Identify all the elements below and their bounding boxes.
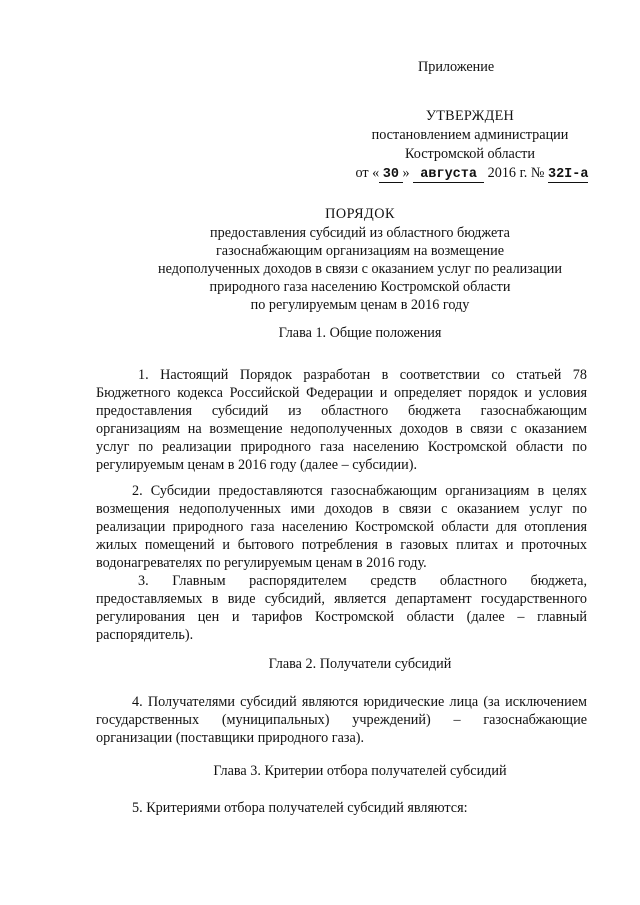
appendix-label: Приложение	[418, 59, 495, 75]
date-year: 2016 г. №	[487, 165, 545, 181]
paragraph-4: 4. Получателями субсидий являются юридические лица (за исключением государственных (муниципальных) учреждений) – газоснабжающие организации (поставщики природного газа).	[96, 694, 587, 746]
date-mid: »	[402, 165, 410, 181]
paragraph-3: 3. Главным распорядителем средств областного бюджета, предоставляемых в виде субсидий, является департамент государственного регулирования цен и тарифов Костромской области (далее – главный распорядитель).	[96, 573, 587, 643]
date-month-field	[413, 166, 484, 183]
title-line-4: природного газа населению Костромской области	[209, 279, 511, 295]
document-title-block	[100, 205, 620, 314]
title-line-2: газоснабжающим организациям на возмещение	[215, 243, 505, 259]
date-day: 30	[382, 167, 399, 182]
chapter-1-heading: Глава 1. Общие положения	[278, 325, 442, 341]
document-title: ПОРЯДОК	[325, 206, 395, 222]
approval-stamp-block	[330, 58, 610, 183]
approval-date-line	[332, 164, 612, 183]
title-line-3: недополученных доходов в связи с оказанием услуг по реализации	[158, 261, 562, 277]
date-number: 32I-а	[547, 167, 589, 182]
approval-line-1: постановлением администрации	[371, 127, 569, 143]
chapter-3-heading: Глава 3. Критерии отбора получателей субсидий	[213, 763, 507, 779]
title-line-5: по регулируемым ценам в 2016 году	[250, 297, 470, 313]
date-day-field	[379, 166, 402, 183]
approved-heading: УТВЕРЖДЕН	[425, 108, 515, 124]
approval-line-2: Костромской области	[405, 146, 535, 162]
paragraph-2: 2. Субсидии предоставляются газоснабжающим организациям в целях возмещения недополученных ими доходов в связи с оказанием услуг по реализации природного газа населению Костромской области для отопления жилых помещений и бытового потребления в газовых плитах и проточных водонагревателях по регулируемым ценам в 2016 году.	[96, 483, 587, 571]
paragraph-5: 5. Критериями отбора получателей субсидий являются:	[132, 800, 468, 816]
date-prefix: от «	[355, 165, 380, 181]
chapter-2-heading: Глава 2. Получатели субсидий	[268, 656, 452, 672]
title-line-1: предоставления субсидий из областного бюджета	[210, 225, 510, 241]
date-month: августа	[420, 167, 477, 182]
paragraph-1: 1. Настоящий Порядок разработан в соответствии со статьей 78 Бюджетного кодекса Российской Федерации и определяет порядок и условия предоставления субсидий из областного бюджета газоснабжающим организациям на возмещение недополученных доходов в связи с оказанием услуг по реализации природного газа населению Костромской области по регулируемым ценам в 2016 году (далее – субсидии).	[96, 367, 587, 473]
date-number-field	[548, 166, 589, 183]
